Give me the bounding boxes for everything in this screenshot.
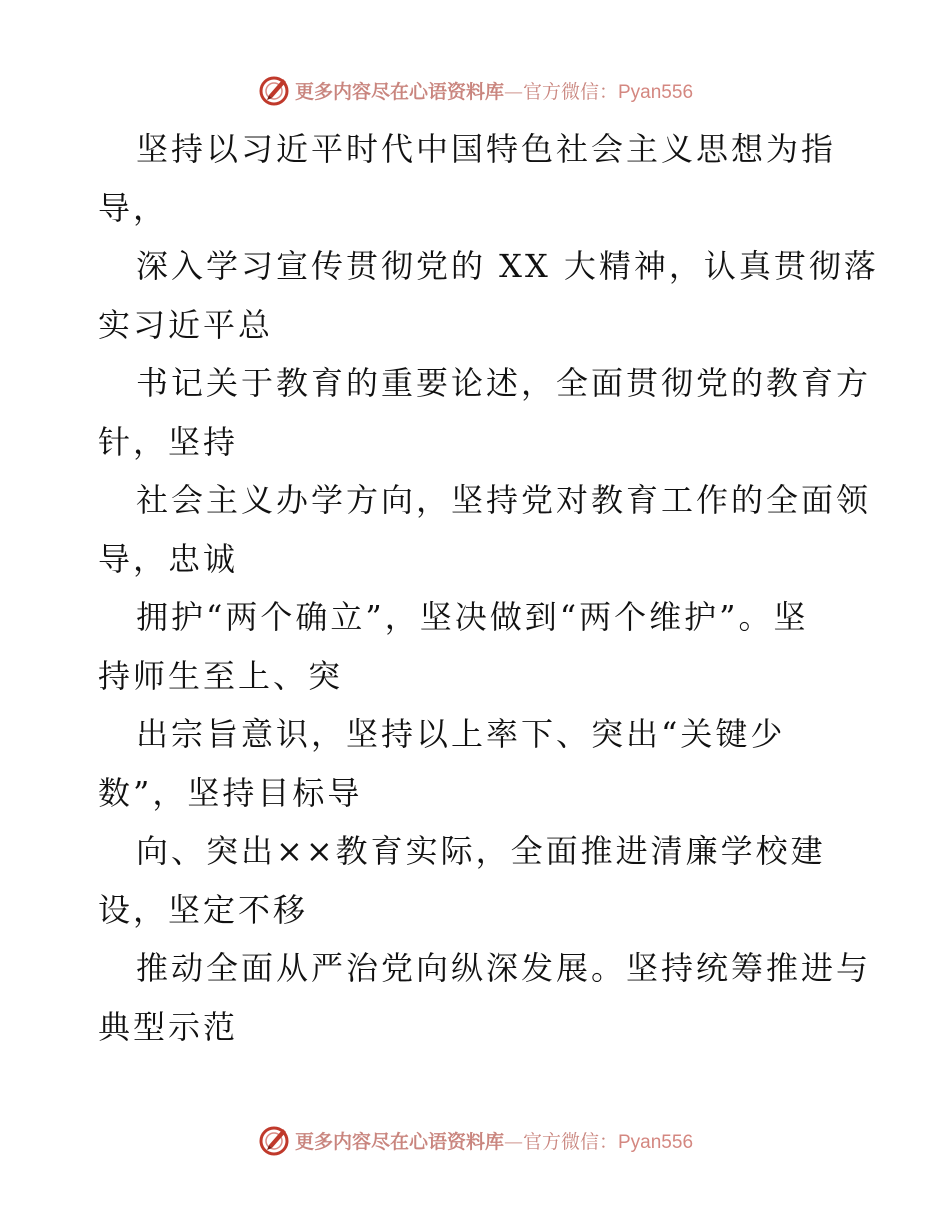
body-text — [98, 120, 879, 1056]
body-line: 实习近平总 — [98, 305, 274, 344]
body-line: 社会主义办学方向，坚持党对教育工作的全面领 — [136, 481, 872, 519]
body-line: 拥护“两个确立”，坚决做到“两个维护”。坚 — [136, 598, 809, 636]
body-line: 出宗旨意识，坚持以上率下、突出“关键少 — [136, 715, 786, 753]
body-line: 向、突出××教育实际，全面推进清廉学校建 — [136, 832, 826, 870]
footer-dash: — — [503, 1130, 523, 1153]
footer-banner-text — [295, 1127, 693, 1154]
body-line: 导， — [98, 188, 169, 227]
pen-seal-logo-icon — [257, 1123, 291, 1157]
body-line: 持师生至上、突 — [98, 656, 344, 695]
footer-wechat-id: Pyan556 — [618, 1131, 694, 1153]
body-line: 针，坚持 — [98, 422, 239, 461]
body-line: 深入学习宣传贯彻党的 XX 大精神，认真贯彻落 — [136, 247, 879, 285]
footer-banner — [0, 1120, 950, 1160]
body-line: 坚持以习近平时代中国特色社会主义思想为指 — [136, 130, 837, 168]
footer-banner-content — [257, 1123, 693, 1157]
header-banner-content — [257, 73, 693, 107]
body-line: 数”，坚持目标导 — [98, 773, 363, 812]
body-line: 典型示范 — [98, 1007, 239, 1046]
header-wechat-label: 官方微信： — [522, 80, 618, 103]
body-line: 导，忠诚 — [98, 539, 239, 578]
body-line: 书记关于教育的重要论述，全面贯彻党的教育方 — [136, 364, 872, 402]
footer-wechat-label: 官方微信： — [522, 1130, 618, 1153]
pen-seal-logo-icon — [257, 73, 291, 107]
body-line: 推动全面从严治党向纵深发展。坚持统筹推进与 — [136, 949, 872, 987]
header-wechat-id: Pyan556 — [618, 81, 694, 103]
header-brand-text: 更多内容尽在心语资料库 — [294, 80, 504, 103]
footer-brand-text: 更多内容尽在心语资料库 — [294, 1130, 504, 1153]
body-line: 设，坚定不移 — [98, 890, 309, 929]
header-banner — [0, 70, 950, 110]
header-dash: — — [503, 80, 523, 103]
header-banner-text — [295, 77, 693, 104]
